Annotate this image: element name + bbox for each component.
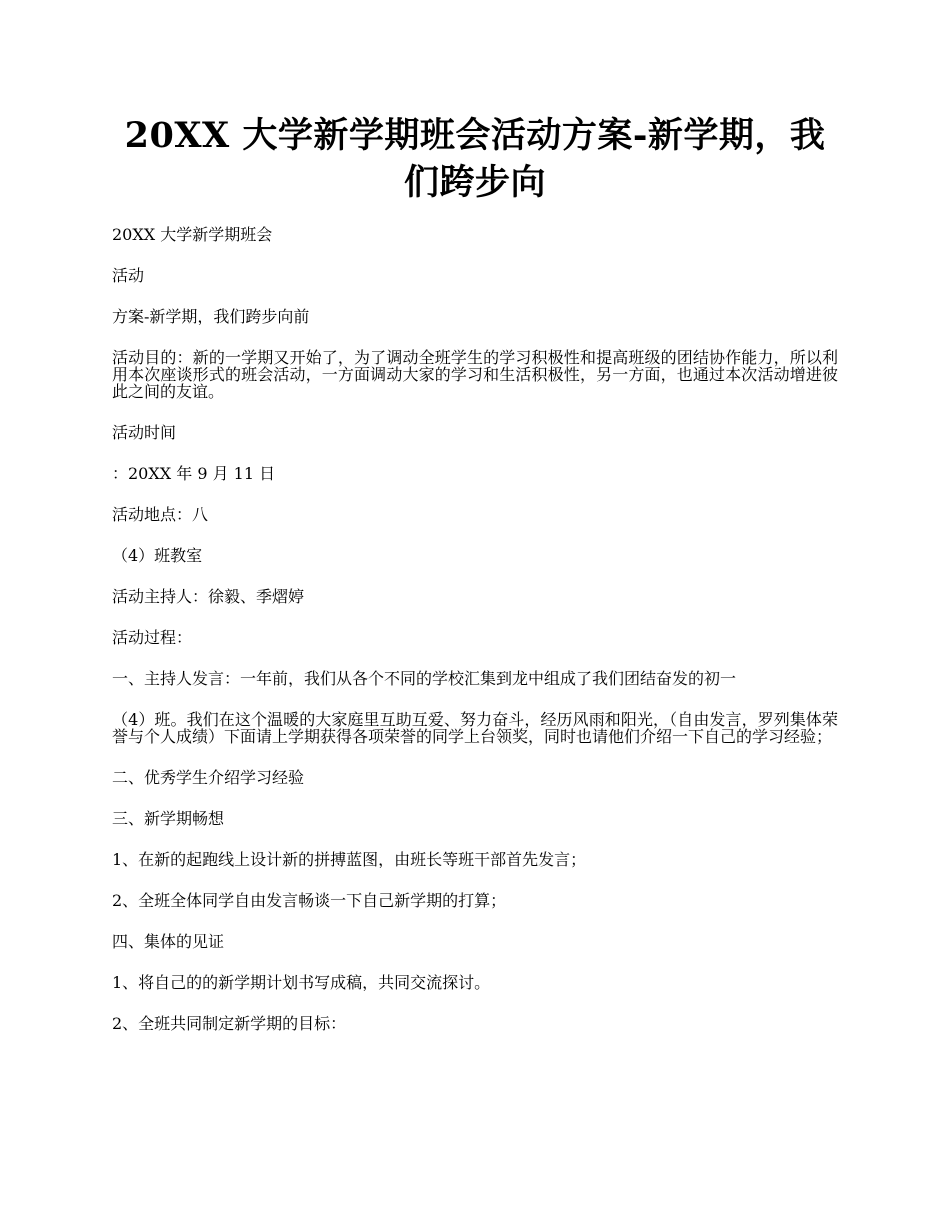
paragraph-intro-heading: 20XX 大学新学期班会 xyxy=(112,226,273,243)
paragraph-plan: 方案-新学期，我们跨步向前 xyxy=(112,308,310,325)
paragraph-purpose: 活动目的：新的一学期又开始了，为了调动全班学生的学习积极性和提高班级的团结协作能力，所以利用本次座谈形式的班会活动，一方面调动大家的学习和生活积极性，另一方面，也通过本次活动增进彼此之间的友谊。 xyxy=(112,348,838,401)
paragraph-class-story: （4）班。我们在这个温暖的大家庭里互助互爱、努力奋斗，经历风雨和阳光，（自由发言，罗列集体荣誉与个人成绩）下面请上学期获得各项荣誉的同学上台领奖，同时也请他们介绍一下自己的学习经验； xyxy=(112,710,838,746)
document-title: 20XX 大学新学期班会活动方案-新学期，我们跨步向 xyxy=(124,115,826,203)
paragraph-four-item-two: 2、全班共同制定新学期的目标： xyxy=(112,1015,347,1032)
paragraph-section-two: 二、优秀学生介绍学习经验 xyxy=(112,769,305,786)
paragraph-four-item-one: 1、将自己的的新学期计划书写成稿，共同交流探讨。 xyxy=(112,974,491,991)
paragraph-activity: 活动 xyxy=(112,267,145,284)
paragraph-section-three: 三、新学期畅想 xyxy=(112,810,225,827)
paragraph-hosts: 活动主持人：徐毅、季熠婷 xyxy=(112,588,305,605)
paragraph-location-label: 活动地点：八 xyxy=(112,506,209,523)
paragraph-location-value: （4）班教室 xyxy=(112,547,203,564)
paragraph-host-speech: 一、主持人发言：一年前，我们从各个不同的学校汇集到龙中组成了我们团结奋发的初一 xyxy=(112,670,737,687)
paragraph-time-value: ：20XX 年 9 月 11 日 xyxy=(112,465,276,482)
paragraph-three-item-two: 2、全班全体同学自由发言畅谈一下自己新学期的打算； xyxy=(112,892,507,909)
paragraph-time-label: 活动时间 xyxy=(112,424,177,441)
paragraph-process-label: 活动过程： xyxy=(112,629,193,646)
paragraph-section-four: 四、集体的见证 xyxy=(112,933,225,950)
paragraph-three-item-one: 1、在新的起跑线上设计新的拼搏蓝图，由班长等班干部首先发言； xyxy=(112,851,587,868)
